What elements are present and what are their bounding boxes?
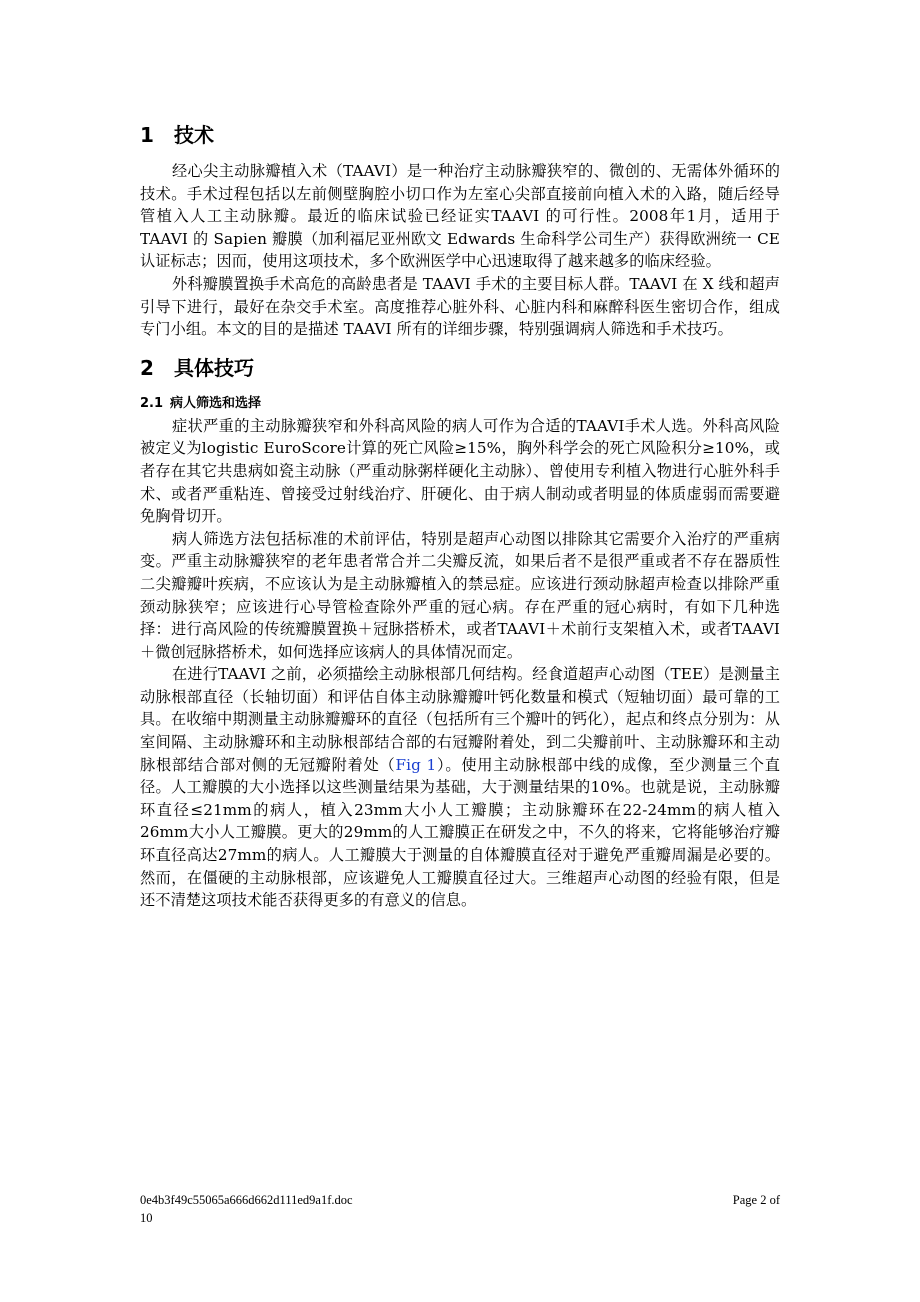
paragraph-text-after-link: ）。使用主动脉根部中线的成像，至少测量三个直径。人工瓣膜的大小选择以这些测量结果为基础，大于测量结果的10%。也就是说，主动脉瓣环直径≤21mm的病人，植入23mm大小人工瓣膜；主动脉瓣环在22-24mm的病人植入26mm大小人工瓣膜。更大的29mm的人工瓣膜正在研发之中，不久的将来，它将能够治疗瓣环直径高达27mm的病人。人工瓣膜大于测量的自体瓣膜直径对于避免严重瓣周漏是必要的。然而，在僵硬的主动脉根部，应该避免人工瓣膜直径过大。三维超声心动图的经验有限，但是还不清楚这项技术能否获得更多的有意义的信息。	[140, 755, 780, 910]
figure-1-link[interactable]: Fig 1	[395, 755, 437, 774]
section-2-number: 2	[140, 355, 154, 380]
section-2-paragraph-2: 病人筛选方法包括标准的术前评估，特别是超声心动图以排除其它需要介入治疗的严重病变。严重主动脉瓣狭窄的老年患者常合并二尖瓣反流，如果后者不是很严重或者不存在器质性二尖瓣瓣叶疾病，不应该认为是主动脉瓣植入的禁忌症。应该进行颈动脉超声检查以排除严重颈动脉狭窄；应该进行心导管检查除外严重的冠心病。存在严重的冠心病时，有如下几种选择：进行高风险的传统瓣膜置换＋冠脉搭桥术，或者TAAVI＋术前行支架植入术，或者TAAVI＋微创冠脉搭桥术，如何选择应该病人的具体情况而定。	[140, 529, 780, 661]
section-2-title: 具体技巧	[174, 355, 254, 380]
section-1-title: 技术	[174, 123, 214, 147]
page-content	[140, 118, 780, 912]
section-1-number: 1	[140, 123, 154, 147]
footer-page-number	[700, 1191, 780, 1209]
section-1-heading	[140, 118, 780, 152]
footer-page-label: Page 2 of	[732, 1193, 780, 1207]
section-1-paragraph-2: 外科瓣膜置换手术高危的高龄患者是 TAAVI 手术的主要目标人群。TAAVI 在 X 线和超声引导下进行，最好在杂交手术室。高度推荐心脏外科、心脏内科和麻醉科医生密切合作，组成专门小组。本文的目的是描述 TAAVI 所有的详细步骤，特别强调病人筛选和手术技巧。	[140, 274, 780, 339]
footer-filename: 0e4b3f49c55065a666d662d111ed9a1f.doc	[140, 1193, 353, 1207]
footer-page-total: 10	[140, 1211, 153, 1225]
section-2-paragraph-1: 症状严重的主动脉瓣狭窄和外科高风险的病人可作为合适的TAAVI手术人选。外科高风险被定义为logistic EuroScore计算的死亡风险≥15%，胸外科学会的死亡风险积分≥10%，或者存在其它共患病如瓷主动脉（严重动脉粥样硬化主动脉）、曾使用专利植入物进行心脏外科手术、或者严重粘连、曾接受过射线治疗、肝硬化、由于病人制动或者明显的体质虚弱而需要避免胸骨切开。	[140, 416, 780, 526]
subsection-2-1-title: 病人筛选和选择	[170, 395, 262, 411]
section-2-paragraph-3	[140, 663, 780, 912]
section-1-paragraph-1: 经心尖主动脉瓣植入术（TAAVI）是一种治疗主动脉瓣狭窄的、微创的、无需体外循环的技术。手术过程包括以左前侧壁胸腔小切口作为左室心尖部直接前向植入术的入路，随后经导管植入人工主动脉瓣。最近的临床试验已经证实TAAVI 的可行性。2008年1月，适用于 TAAVI 的 Sapien 瓣膜（加利福尼亚州欧文 Edwards 生命科学公司生产）获得欧洲统一 CE 认证标志；因而，使用这项技术，多个欧洲医学中心迅速取得了越来越多的临床经验。	[140, 162, 780, 271]
subsection-2-1-heading	[140, 393, 780, 415]
section-2-heading	[140, 351, 780, 385]
subsection-2-1-number: 2.1	[140, 395, 164, 411]
paragraph-text-before-link: 在进行TAAVI 之前，必须描绘主动脉根部几何结构。经食道超声心动图（TEE）是测量主动脉根部直径（长轴切面）和评估自体主动脉瓣瓣叶钙化数量和模式（短轴切面）最可靠的工具。在收缩中期测量主动脉瓣瓣环的直径（包括所有三个瓣叶的钙化），起点和终点分别为：从室间隔、主动脉瓣环和主动脉根部结合部的右冠瓣附着处，到二尖瓣前叶、主动脉瓣环和主动脉根部结合部对侧的无冠瓣附着处（	[140, 665, 780, 774]
